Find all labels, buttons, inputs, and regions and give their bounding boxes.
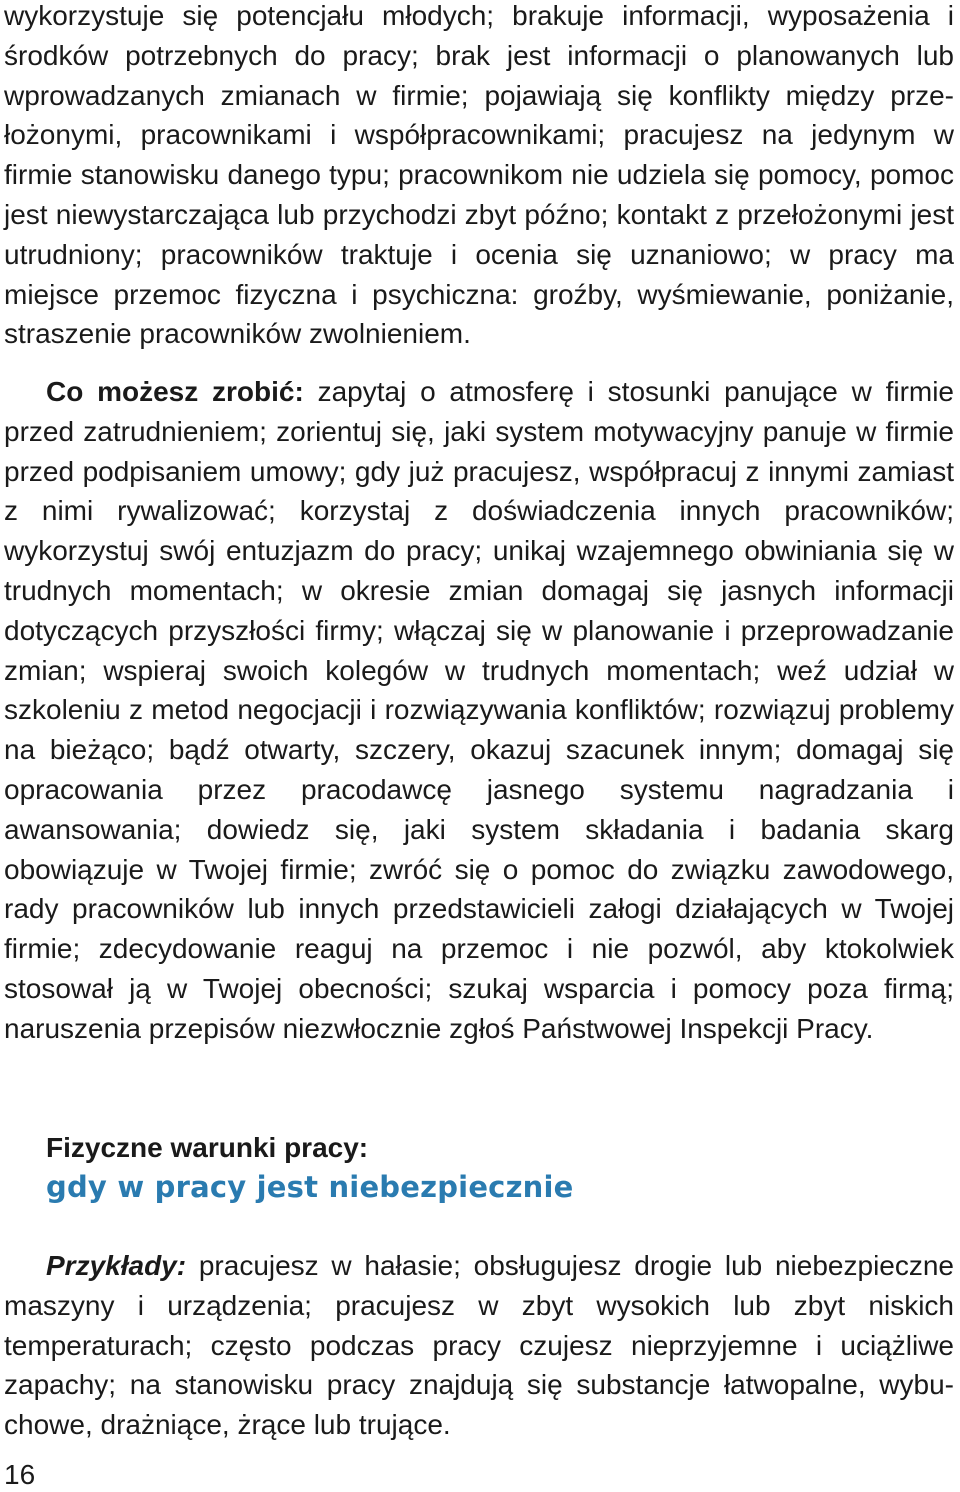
section-title: Fizyczne warunki pracy: bbox=[46, 1132, 369, 1163]
page-number: 16 bbox=[4, 1459, 36, 1490]
paragraph-examples bbox=[4, 1246, 954, 1445]
paragraph-text: wykorzystuje się potencjału młodych; brakuje informacji, wyposażenia i środków potrzebnych do pracy; brak jest informacji o planowanych lub wprowadzanych zmianach w firmie; pojawiają się konflikty między przełożonymi, pracownikami i współpracownikami; pracujesz na jedynym w firmie stanowisku danego typu; pracownikom nie udziela się pomocy, pomoc jest niewystarczająca lub przychodzi zbyt późno; kontakt z przełożonymi jest utrudniony; pracowników traktuje i ocenia się uznaniowo; w pracy ma miejsce przemoc fizyczna i psychiczna: groźby, wyśmiewanie, poniżanie, straszenie pracowników zwolnieniem. bbox=[4, 0, 954, 350]
section-subtitle: gdy w pracy jest niebezpiecznie bbox=[46, 1170, 574, 1204]
paragraph-workplace-problems bbox=[4, 0, 954, 354]
paragraph-lead: Co możesz zrobić: bbox=[46, 376, 304, 407]
paragraph-text: zapytaj o atmosferę i stosunki panujące w firmie przed zatrudnieniem; zorientuj się, jaki system motywacyjny panuje w firmie przed podpisaniem umowy; gdy już pracujesz, współpracuj z innymi zamiast z nimi rywalizować; korzystaj z doświadczenia innych pracowników; wykorzystuj swój entuzjazm do pracy; unikaj wzajemnego obwiniania się w trudnych momentach; w okresie zmian domagaj się jasnych informacji dotyczących przyszłości firmy; włączaj się w planowanie i przeprowadzanie zmian; wspieraj swoich kolegów w trudnych momentach; weź udział w szkoleniu z metod negocjacji i rozwiązywania konfliktów; rozwiązuj problemy na bieżąco; bądź otwarty, szczery, okazuj szacunek innym; domagaj się opracowania przez pracodawcę jasnego systemu nagradzania i awansowania; dowiedz się, jaki system składania i badania skarg obowiązuje w Twojej firmie; zwróć się o pomoc do związku zawodowego, rady pracowników lub innych przedstawicieli załogi działających w Twojej firmie; zdecydowanie reaguj na przemoc i nie pozwól, aby ktokolwiek stosował ją w Twojej obecności; szukaj wsparcia i pomocy poza firmą; naruszenia przepisów niezwłocznie zgłoś Państwowej Inspekcji Pracy. bbox=[4, 376, 955, 1044]
paragraph-what-you-can-do bbox=[4, 372, 954, 1049]
paragraph-lead: Przykłady: bbox=[46, 1250, 187, 1281]
paragraph-text: pracujesz w hałasie; obsługujesz drogie lub niebezpieczne maszyny i urządzenia; pracujesz w zbyt wysokich lub zbyt niskich temperaturach; często podczas pracy czujesz nieprzyjemne i uciążliwe zapachy; na stanowisku pracy znajdują się substancje łatwopalne, wybuchowe, drażniące, żrące lub trujące. bbox=[4, 1250, 955, 1441]
